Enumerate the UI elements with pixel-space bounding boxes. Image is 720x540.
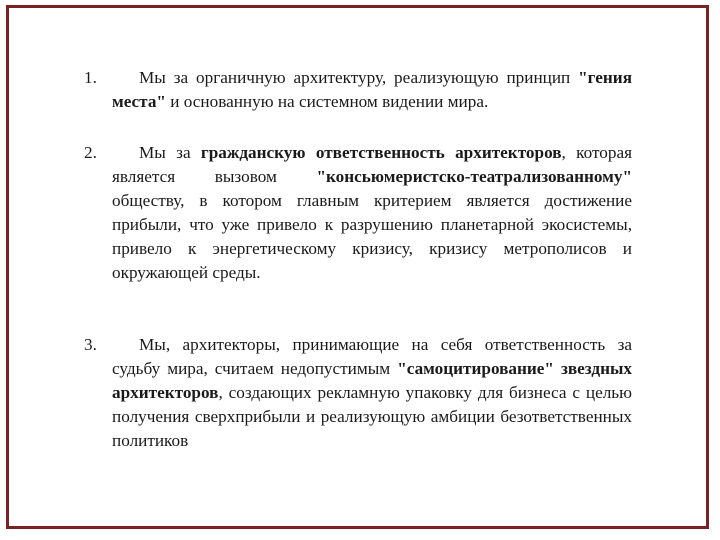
item-text (84, 333, 632, 453)
text-segment: Мы, архитекторы, принимающие на себя ответственность за судьбу мира, считаем недопустимым (112, 335, 632, 378)
text-segment: обществу, в котором главным критерием является достижение прибыли, что уже привело к разрушению планетарной экосистемы, привело к энергетическому кризису, кризису метрополисов и окружающей среды. (112, 191, 632, 282)
item-text (84, 66, 632, 114)
item-text (84, 141, 632, 285)
manifesto-item-1 (84, 66, 632, 114)
item-number: 1. (84, 68, 97, 87)
manifesto-item-3 (84, 333, 632, 453)
text-segment: , которая является вызовом (112, 143, 633, 186)
text-segment: Мы за органичную архитектуру, реализующую принцип (139, 68, 579, 87)
text-segment: , создающих рекламную упаковку для бизнеса с целью получения сверхприбыли и реализующую амбиции безответственных политиков (112, 383, 632, 450)
text-segment-bold: "гения места" (112, 68, 632, 111)
text-segment-bold: "самоцитирование" звездных архитекторов (112, 359, 633, 402)
text-segment: и основанную на системном видении мира. (165, 92, 489, 111)
text-segment-bold: гражданскую ответственность архитекторов (200, 143, 562, 162)
manifesto-item-2 (84, 141, 632, 285)
item-number: 2. (84, 143, 97, 162)
text-segment-bold: "консьюмеристско-театрализованному" (316, 167, 632, 186)
item-number: 3. (84, 335, 97, 354)
text-segment: Мы за (139, 143, 201, 162)
